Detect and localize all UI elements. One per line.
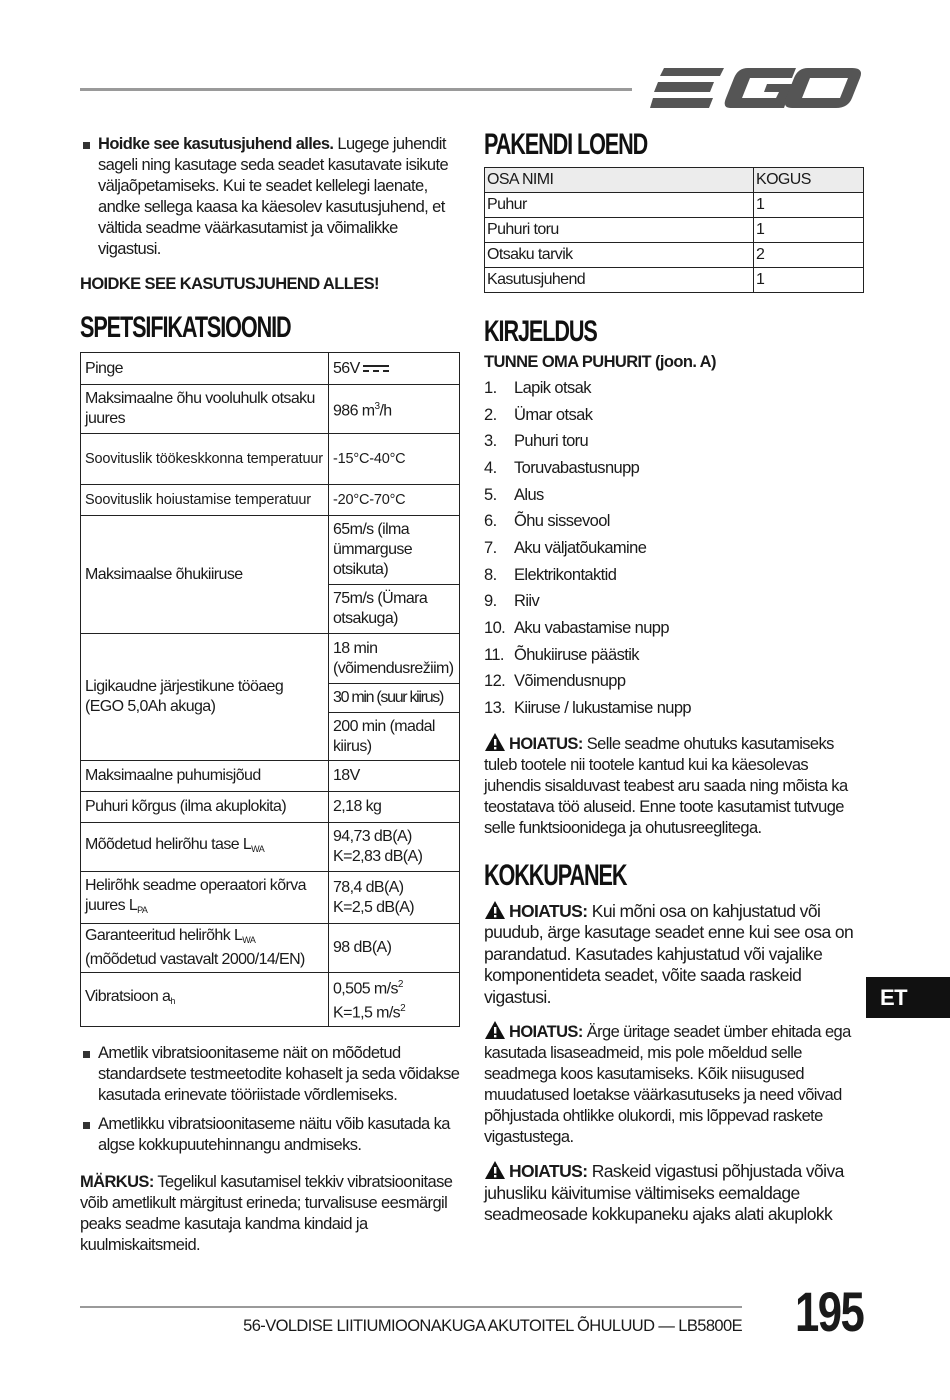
list-item: 10. Aku vabastamise nupp — [484, 619, 669, 638]
runtime-value-3: 200 min (madal kiirus) — [329, 713, 460, 761]
table-row — [81, 792, 460, 823]
specs-table — [80, 352, 460, 1027]
force-label: Maksimaalne puhumisjõud — [81, 761, 329, 792]
remark-text: Tegelikul kasutamisel tekkiv vibratsioonitase võib ametlikult märgitust erineda; turvalisuse eesmärgil peaks seadme kasutaja kandma kindaid ja kuulmiskaitsmeid. — [80, 1172, 453, 1254]
airflow-label: Maksimaalne õhu vooluhulk otsaku juures — [81, 385, 329, 434]
runtime-label: Ligikaudne järjestikune tööaeg (EGO 5,0Ah akuga) — [81, 634, 329, 761]
table-row: Otsaku tarvik 2 — [485, 243, 864, 268]
list-item: 12. Võimendusnupp — [484, 672, 626, 691]
sound-power-value: 94,73 dB(A) K=2,83 dB(A) — [329, 823, 460, 872]
footer-text: 56-VOLDISE LIITIUMIOONAKUGA AKUTOITEL ÕHULUUD — LB5800E — [243, 1317, 742, 1335]
intro-bullet — [80, 134, 460, 260]
warning-icon — [484, 1020, 506, 1040]
work-temp-label: Soovituslik töökeskkonna temperatuur — [81, 434, 329, 485]
voltage-label: Pinge — [81, 353, 329, 385]
weight-label: Puhuri kõrgus (ilma akuplokita) — [81, 792, 329, 823]
specs-title: SPETSIFIKATSIOONID — [80, 311, 291, 344]
table-row: Puhur 1 — [485, 193, 864, 218]
description-title: KIRJELDUS — [484, 315, 597, 348]
vibration-note-1: Ametlik vibratsioonitaseme näit on mõõdetud standardsete testmeetodite kohaselt ja seda võidakse kasutada erinevate tööriistade võrdlemiseks. — [80, 1043, 460, 1106]
runtime-value-1: 18 min (võimendusrežiim) — [329, 634, 460, 684]
table-row — [81, 516, 460, 585]
left-column — [80, 134, 460, 1256]
list-item: 3. Puhuri toru — [484, 432, 589, 451]
table-row — [81, 385, 460, 434]
language-tab: ET — [866, 977, 950, 1018]
operator-sound-label: Helirõhk seadme operaatori kõrva juures $L_{PA}$ — [81, 872, 329, 924]
list-item: 9. Riiv — [484, 592, 540, 611]
vibration-label: Vibratsioon $a_h$ — [81, 973, 329, 1027]
ego-logo — [650, 62, 862, 114]
guaranteed-sound-label: Garanteeritud helirõhk $L_{WA}$ (mõõdetud vastavalt 2000/14/EN) — [81, 924, 329, 973]
assembly-warning-3: HOIATUS: Raskeid vigastusi põhjustada võiva juhusliku käivitumise vältimiseks eemaldage seadmeosade kokkupaneku ajaks alati akuplokk — [484, 1161, 844, 1225]
list-item: 13. Kiiruse / lukustamise nupp — [484, 699, 691, 718]
assembly-title: KOKKUPANEK — [484, 858, 627, 892]
list-item: 5. Alus — [484, 485, 544, 504]
guaranteed-sound-value: 98 dB(A) — [329, 924, 460, 973]
store-temp-value: -20°C-70°C — [329, 485, 460, 516]
keep-note: HOIDKE SEE KASUTUSJUHEND ALLES! — [80, 275, 379, 293]
air-speed-value-1: 65m/s (ilma ümmarguse otsikuta) — [329, 516, 460, 585]
list-item: 8. Elektrikontaktid — [484, 565, 617, 584]
force-value: 18V — [329, 761, 460, 792]
remark — [80, 1172, 460, 1256]
assembly-warning-2: HOIATUS: Ärge üritage seadet ümber ehitada ega kasutada lisaseadmeid, mis pole mõeldud selle seadmega koos kasutamiseks. Kõik niisugused muudatused loetakse väärkasutuseks ja need võivad põhjustada ohtlikke olukordi, mis lõppevad raskete vigastustega. — [484, 1020, 864, 1148]
table-row — [81, 353, 460, 385]
description-subtitle: TUNNE OMA PUHURIT (joon. A) — [484, 353, 716, 371]
right-column — [484, 128, 864, 1226]
list-item: 11. Õhukiiruse päästik — [484, 645, 639, 664]
work-temp-value: -15°C-40°C — [329, 434, 460, 485]
list-item: 1. Lapik otsak — [484, 378, 591, 397]
vibration-note-2: Ametlikku vibratsioonitaseme näitu võib kasutada ka algse kokkupuutehinnangu andmiseks. — [80, 1114, 460, 1156]
col-qty-header: KOGUS — [754, 168, 864, 193]
footer-rule — [80, 1306, 742, 1308]
vibration-value: 0,505 $m/s^2$ K=1,5 $m/s^2$ — [329, 973, 460, 1027]
warning-icon — [484, 732, 506, 752]
packing-table — [484, 167, 864, 293]
air-speed-label: Maksimaalse õhukiiruse — [81, 516, 329, 634]
dc-symbol-icon — [363, 364, 389, 374]
table-row — [81, 485, 460, 516]
runtime-value-2: 30 min (suur kiirus) — [329, 684, 460, 713]
page-number: 195 — [795, 1280, 864, 1343]
table-row: Puhuri toru 1 — [485, 218, 864, 243]
operator-sound-value: 78,4 dB(A) K=2,5 dB(A) — [329, 872, 460, 924]
table-row — [81, 761, 460, 792]
voltage-value — [329, 353, 460, 385]
air-speed-value-2: 75m/s (Ümara otsakuga) — [329, 585, 460, 634]
list-item: 2. Ümar otsak — [484, 405, 593, 424]
packing-title: PAKENDI LOEND — [484, 128, 648, 161]
table-row — [81, 634, 460, 684]
table-row — [81, 823, 460, 872]
table-row — [81, 872, 460, 924]
header-rule — [80, 88, 632, 91]
table-header-row — [485, 168, 864, 193]
table-row — [81, 434, 460, 485]
table-row — [81, 973, 460, 1027]
voltage-value-text: 56V — [333, 359, 360, 377]
list-item: 6. Õhu sissevool — [484, 512, 610, 531]
store-temp-label: Soovituslik hoiustamise temperatuur — [81, 485, 329, 516]
parts-list — [484, 375, 864, 722]
list-item: 7. Aku väljatõukamine — [484, 538, 647, 557]
intro-bullet-bold: Hoidke see kasutusjuhend alles. — [98, 135, 334, 153]
weight-value: 2,18 kg — [329, 792, 460, 823]
airflow-value: 986 $m^3/h$ — [329, 385, 460, 434]
assembly-warning-1: HOIATUS: Kui mõni osa on kahjustatud või puudub, ärge kasutage seadet enne kui see osa on parandatud. Kasutades kahjustatud või vajalike komponentideta seadet, võite saada raskeid vigastusi. — [484, 900, 854, 1007]
table-row — [81, 924, 460, 973]
description-warning: HOIATUS: Selle seadme ohutuks kasutamiseks tuleb tootele nii tootele kantud kui ka käesolevas juhendis sisalduvast teabest aru saada ning mõista ka teostatava töö aluseid. Enne toote kasutamist tutvuge selle funktsioonidega ja ohutusreeglitega. — [484, 732, 864, 839]
table-row: Kasutusjuhend 1 — [485, 268, 864, 293]
list-item: 4. Toruvabastusnupp — [484, 458, 640, 477]
sound-power-label: Mõõdetud helirõhu tase $L_{WA}$ — [81, 823, 329, 872]
warning-icon — [484, 1160, 506, 1180]
intro-bullet-text: Lugege juhendit sageli ning kasutage seda seadet kasutavate isikute väljaõpetamiseks. Kui te seadet kellelegi laenate, andke sellega kaasa ka käesolev kasutusjuhend, et vältida seadme väärkasutamist ja võimalikke vigastusi. — [98, 135, 449, 258]
warning-icon — [484, 900, 506, 920]
col-name-header: OSA NIMI — [485, 168, 754, 193]
remark-label: MÄRKUS: — [80, 1172, 154, 1191]
